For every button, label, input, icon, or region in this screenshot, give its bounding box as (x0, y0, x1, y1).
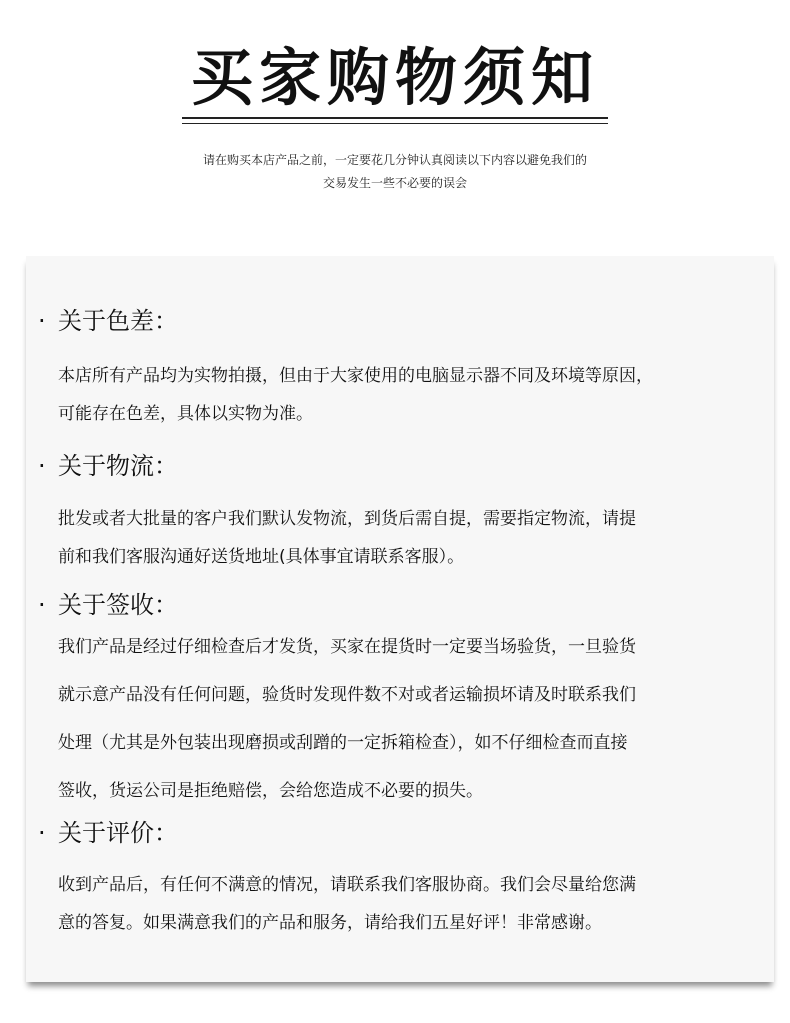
section-body-logistics (58, 500, 758, 576)
body-line: 前和我们客服沟通好送货地址(具体事宜请联系客服）。 (58, 547, 465, 567)
bullet-dot: · (38, 452, 46, 480)
bullet-dot: · (38, 819, 46, 847)
heading-text: 关于物流： (58, 452, 178, 480)
section-heading-receipt (38, 589, 178, 621)
body-line: 收到产品后，有任何不满意的情况，请联系我们客服协商。我们会尽量给您满 (58, 875, 636, 895)
body-line: 批发或者大批量的客户我们默认发物流，到货后需自提，需要指定物流，请提 (58, 509, 636, 529)
intro-text (150, 149, 640, 195)
section-body-color-difference (58, 357, 758, 433)
body-line: 意的答复。如果满意我们的产品和服务，请给我们五星好评！非常感谢。 (58, 913, 602, 933)
intro-line: 交易发生一些不必要的误会 (322, 176, 467, 190)
body-line: 处理（尤其是外包装出现磨损或刮蹭的一定拆箱检查），如不仔细检查而直接 (58, 733, 628, 753)
body-line: 我们产品是经过仔细检查后才发货，买家在提货时一定要当场验货，一旦验货 (58, 637, 636, 657)
section-heading-logistics (38, 450, 178, 482)
section-body-review (58, 866, 758, 942)
heading-text: 关于色差： (58, 307, 178, 335)
heading-text: 关于评价： (58, 819, 178, 847)
page-title: 买家购物须知 (190, 41, 599, 114)
title-underline-thin (182, 123, 608, 124)
title-underline-thick (182, 117, 608, 119)
body-line: 就示意产品没有任何问题，验货时发现件数不对或者运输损坏请及时联系我们 (58, 685, 636, 705)
bullet-dot: · (38, 591, 46, 619)
bullet-dot: · (38, 307, 46, 335)
body-line: 可能存在色差，具体以实物为准。 (58, 404, 313, 424)
intro-line: 请在购买本店产品之前，一定要花几分钟认真阅读以下内容以避免我们的 (202, 153, 587, 167)
section-body-receipt (58, 623, 758, 815)
section-heading-color-difference (38, 305, 178, 337)
body-line: 本店所有产品均为实物拍摄，但由于大家使用的电脑显示器不同及环境等原因， (58, 366, 653, 386)
heading-text: 关于签收： (58, 591, 178, 619)
section-heading-review (38, 817, 178, 849)
body-line: 签收，货运公司是拒绝赔偿，会给您造成不必要的损失。 (58, 781, 483, 801)
